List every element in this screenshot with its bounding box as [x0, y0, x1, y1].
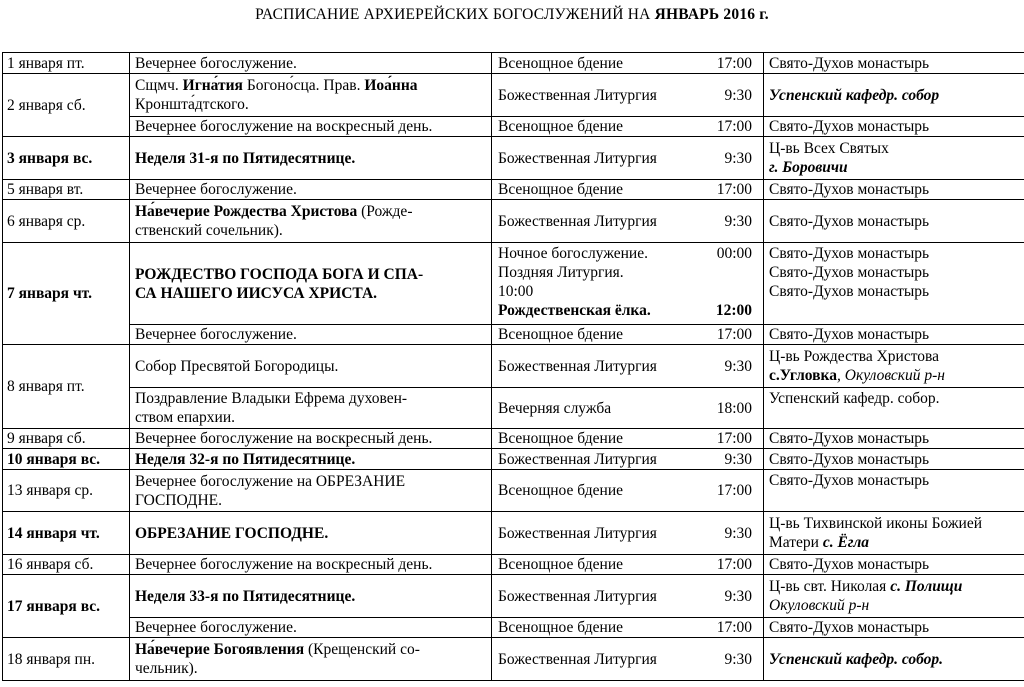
place-cell: Свято-Духов монастырь: [764, 449, 1024, 470]
date-cell: 16 января сб.: [3, 555, 130, 575]
place-cell: Свято-Духов монастырь: [764, 429, 1024, 449]
event-cell: Всенощное бдение 17:00: [492, 555, 764, 575]
place-cell: Свято-Духов монастырь: [764, 180, 1024, 200]
event-cell: Божественная Литургия 9:30: [492, 512, 764, 555]
place-cell: Свято-Духов монастырь: [764, 200, 1024, 243]
place-cell: Ц-вь Тихвинской иконы Божией Матери с. Ёгла: [764, 512, 1024, 555]
service-cell: Неделя 33-я по Пятидесятнице.: [130, 575, 492, 618]
table-row: [3, 117, 1024, 137]
event-cell: Всенощное бдение 17:00: [492, 53, 764, 74]
event-cell: Всенощное бдение 17:00: [492, 117, 764, 137]
date-cell: 10 января вс.: [3, 449, 130, 470]
date-cell: 13 января ср.: [3, 470, 130, 512]
service-cell: Сщмч. Игна́тия Богоно́сца. Прав. Иоа́нна Кроншта́дтского.: [130, 74, 492, 117]
date-cell: 5 января вт.: [3, 180, 130, 200]
event-cell: Божественная Литургия 9:30: [492, 74, 764, 117]
table-row: [3, 388, 1024, 429]
event-cell: Вечерняя служба 18:00: [492, 388, 764, 429]
date-cell: 18 января пн.: [3, 638, 130, 681]
table-row: [3, 512, 1024, 555]
place-cell: Ц-вь свт. Николая с. Полищи Окуловский р-н: [764, 575, 1024, 618]
place-cell: Свято-Духов монастырь: [764, 117, 1024, 137]
service-cell: Вечернее богослужение на воскресный день.: [130, 555, 492, 575]
service-cell: Вечернее богослужение на воскресный день.: [130, 429, 492, 449]
event-cell: Всенощное бдение 17:00: [492, 470, 764, 512]
event-cell: Всенощное бдение 17:00: [492, 618, 764, 638]
service-cell: Вечернее богослужение.: [130, 325, 492, 345]
event-cell: Ночное богослужение. 00:00 Поздняя Литургия. 10:00 Рождественская ёлка. 12:00: [492, 243, 764, 325]
table-row: [3, 429, 1024, 449]
schedule-table: [2, 52, 1024, 681]
service-cell: Неделя 31-я по Пятидесятнице.: [130, 137, 492, 180]
place-cell: Успенский кафедр. собор.: [764, 388, 1024, 429]
table-row: [3, 470, 1024, 512]
date-cell: 17 января вс.: [3, 575, 130, 638]
date-cell: 7 января чт.: [3, 243, 130, 345]
table-row: [3, 575, 1024, 618]
service-cell: Неделя 32-я по Пятидесятнице.: [130, 449, 492, 470]
table-row: [3, 137, 1024, 180]
table-row: [3, 618, 1024, 638]
date-cell: 1 января пт.: [3, 53, 130, 74]
service-cell: Вечернее богослужение.: [130, 53, 492, 74]
place-cell: Успенский кафедр. собор: [764, 74, 1024, 117]
event-cell: Божественная Литургия 9:30: [492, 638, 764, 681]
place-cell: Ц-вь Рождества Христова с.Угловка, Окуловский р-н: [764, 345, 1024, 388]
date-cell: 6 января ср.: [3, 200, 130, 243]
event-cell: Всенощное бдение 17:00: [492, 325, 764, 345]
date-cell: 3 января вс.: [3, 137, 130, 180]
place-cell: Свято-Духов монастырь: [764, 325, 1024, 345]
event-cell: Божественная Литургия 9:30: [492, 137, 764, 180]
page-title: РАСПИСАНИЕ АРХИЕРЕЙСКИХ БОГОСЛУЖЕНИЙ НА ЯНВАРЬ 2016 г.: [255, 6, 769, 23]
event-cell: Божественная Литургия 9:30: [492, 575, 764, 618]
table-row: [3, 53, 1024, 74]
place-cell: Свято-Духов монастырь: [764, 618, 1024, 638]
service-cell: Поздравление Владыки Ефрема духовен- ством епархии.: [130, 388, 492, 429]
table-row: [3, 200, 1024, 243]
table-row: [3, 243, 1024, 325]
event-cell: Божественная Литургия 9:30: [492, 345, 764, 388]
table-row: [3, 449, 1024, 470]
service-cell: Вечернее богослужение.: [130, 180, 492, 200]
date-cell: 2 января сб.: [3, 74, 130, 137]
event-cell: Всенощное бдение 17:00: [492, 429, 764, 449]
event-cell: Божественная Литургия 9:30: [492, 449, 764, 470]
place-cell: Свято-Духов монастырь: [764, 470, 1024, 512]
table-row: [3, 325, 1024, 345]
table-row: [3, 638, 1024, 681]
table-row: [3, 180, 1024, 200]
table-row: [3, 345, 1024, 388]
service-cell: Собор Пресвятой Богородицы.: [130, 345, 492, 388]
service-cell: На́вечерие Богоявления (Крещенский со- чельник).: [130, 638, 492, 681]
service-cell: Вечернее богослужение на ОБРЕЗАНИЕ ГОСПОДНЕ.: [130, 470, 492, 512]
service-cell: Вечернее богослужение.: [130, 618, 492, 638]
place-cell: Ц-вь Всех Святых г. Боровичи: [764, 137, 1024, 180]
event-cell: Всенощное бдение 17:00: [492, 180, 764, 200]
place-cell: Свято-Духов монастырь Свято-Духов монастырь Свято-Духов монастырь: [764, 243, 1024, 325]
place-cell: Свято-Духов монастырь: [764, 53, 1024, 74]
service-cell: РОЖДЕСТВО ГОСПОДА БОГА И СПА- СА НАШЕГО ИИСУСА ХРИСТА.: [130, 243, 492, 325]
event-cell: Божественная Литургия 9:30: [492, 200, 764, 243]
table-row: [3, 555, 1024, 575]
date-cell: 14 января чт.: [3, 512, 130, 555]
table-row: [3, 74, 1024, 117]
date-cell: 9 января сб.: [3, 429, 130, 449]
place-cell: Успенский кафедр. собор.: [764, 638, 1024, 681]
service-cell: На́вечерие Рождества Христова (Рожде- ственский сочельник).: [130, 200, 492, 243]
service-cell: ОБРЕЗАНИЕ ГОСПОДНЕ.: [130, 512, 492, 555]
place-cell: Свято-Духов монастырь: [764, 555, 1024, 575]
date-cell: 8 января пт.: [3, 345, 130, 429]
service-cell: Вечернее богослужение на воскресный день.: [130, 117, 492, 137]
